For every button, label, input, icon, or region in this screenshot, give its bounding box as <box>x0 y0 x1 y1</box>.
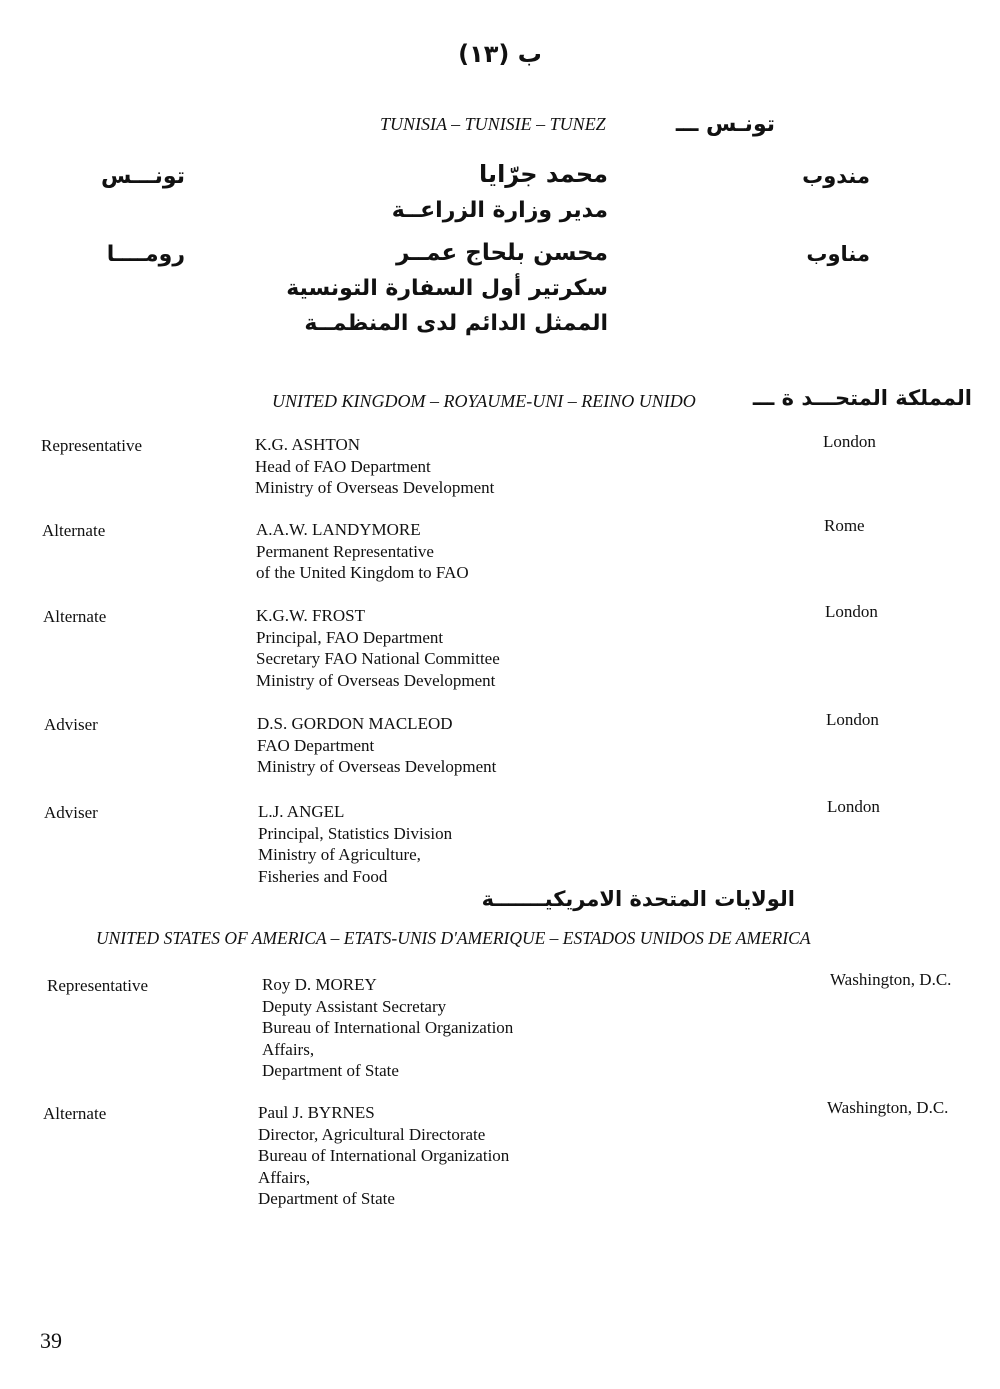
delegate-title: Affairs, <box>262 1039 315 1059</box>
tunisia-title-2a: سكرتير أول السفارة التونسية <box>286 276 608 301</box>
uk-city-1: London <box>823 432 876 451</box>
country-heading-tunisia-arabic: تونـس ـــ <box>675 112 775 137</box>
usa-city-2: Washington, D.C. <box>827 1098 949 1117</box>
delegate-title: FAO Department <box>257 735 375 755</box>
tunisia-role-1: مندوب <box>802 164 870 188</box>
delegate-title: Bureau of International Organization <box>262 1018 514 1037</box>
uk-role-5: Adviser <box>44 803 98 822</box>
usa-role-1: Representative <box>47 976 149 995</box>
usa-entry-1 <box>262 974 513 1082</box>
delegate-title: Ministry of Overseas Development <box>255 478 495 497</box>
delegate-name: K.G.W. FROST <box>256 606 365 625</box>
delegate-name: A.A.W. LANDYMORE <box>256 520 421 539</box>
delegate-name: Paul J. BYRNES <box>258 1103 375 1122</box>
delegate-title: Director, Agricultural Directorate <box>258 1124 486 1144</box>
uk-city-2: Rome <box>824 516 865 535</box>
delegate-title: Department of State <box>262 1061 399 1080</box>
uk-city-3: London <box>825 602 878 621</box>
delegate-title: of the United Kingdom to FAO <box>256 563 469 582</box>
delegate-title: Principal, Statistics Division <box>258 823 453 843</box>
delegate-title: Permanent Representative <box>256 541 434 561</box>
delegate-title: Principal, FAO Department <box>256 627 444 647</box>
tunisia-city-2: رومــــا <box>106 242 185 267</box>
uk-role-2: Alternate <box>42 521 106 540</box>
country-heading-uk: UNITED KINGDOM – ROYAUME-UNI – REINO UNIDO <box>272 391 696 411</box>
uk-entry-1 <box>255 434 494 499</box>
country-heading-uk-arabic: المملكة المتحـــد ة ـــ <box>752 386 972 410</box>
delegate-name: Roy D. MOREY <box>262 975 377 994</box>
delegate-title: Head of FAO Department <box>255 456 431 476</box>
uk-entry-3 <box>256 605 500 691</box>
usa-entry-2 <box>258 1102 509 1210</box>
uk-city-5: London <box>827 797 880 816</box>
tunisia-title-1: مدير وزارة الزراعــة <box>391 198 608 223</box>
delegate-title: Deputy Assistant Secretary <box>262 996 447 1016</box>
tunisia-title-2b: الممثل الدائم لدى المنظمــة <box>304 311 608 336</box>
uk-role-4: Adviser <box>44 715 98 734</box>
delegate-title: Bureau of International Organization <box>258 1146 510 1165</box>
tunisia-name-1: محمد جرّايا <box>479 160 608 188</box>
page-number: 39 <box>40 1328 62 1353</box>
delegate-title: Department of State <box>258 1189 395 1208</box>
tunisia-city-1: تونـــس <box>101 164 185 189</box>
uk-role-1: Representative <box>41 436 143 455</box>
delegate-name: L.J. ANGEL <box>258 802 345 821</box>
delegate-title: Ministry of Overseas Development <box>257 757 497 776</box>
delegate-title: Ministry of Overseas Development <box>256 670 496 690</box>
country-heading-usa: UNITED STATES OF AMERICA – ETATS-UNIS D'AMERIQUE – ESTADOS UNIDOS DE AMERICA <box>96 928 811 948</box>
tunisia-role-2: مناوب <box>806 242 870 266</box>
tunisia-name-2: محسن بلحاج عمــر <box>396 240 608 266</box>
uk-entry-2 <box>256 519 469 584</box>
delegate-title: Affairs, <box>258 1167 311 1187</box>
delegate-title: Ministry of Agriculture, <box>258 845 421 864</box>
uk-role-3: Alternate <box>43 607 107 626</box>
uk-city-4: London <box>826 710 879 729</box>
usa-city-1: Washington, D.C. <box>830 970 952 989</box>
country-heading-usa-arabic: الولايات المتحدة الامريكيـــــــة <box>481 887 795 911</box>
uk-entry-4 <box>257 713 496 778</box>
delegate-title: Secretary FAO National Committee <box>256 649 500 668</box>
country-heading-tunisia: TUNISIA – TUNISIE – TUNEZ <box>380 114 606 134</box>
delegate-name: K.G. ASHTON <box>255 435 361 454</box>
usa-role-2: Alternate <box>43 1104 107 1123</box>
page-code: ب (١٣) <box>458 40 542 68</box>
delegate-title: Fisheries and Food <box>258 866 388 886</box>
uk-entry-5 <box>258 801 452 887</box>
delegate-name: D.S. GORDON MACLEOD <box>257 714 453 733</box>
